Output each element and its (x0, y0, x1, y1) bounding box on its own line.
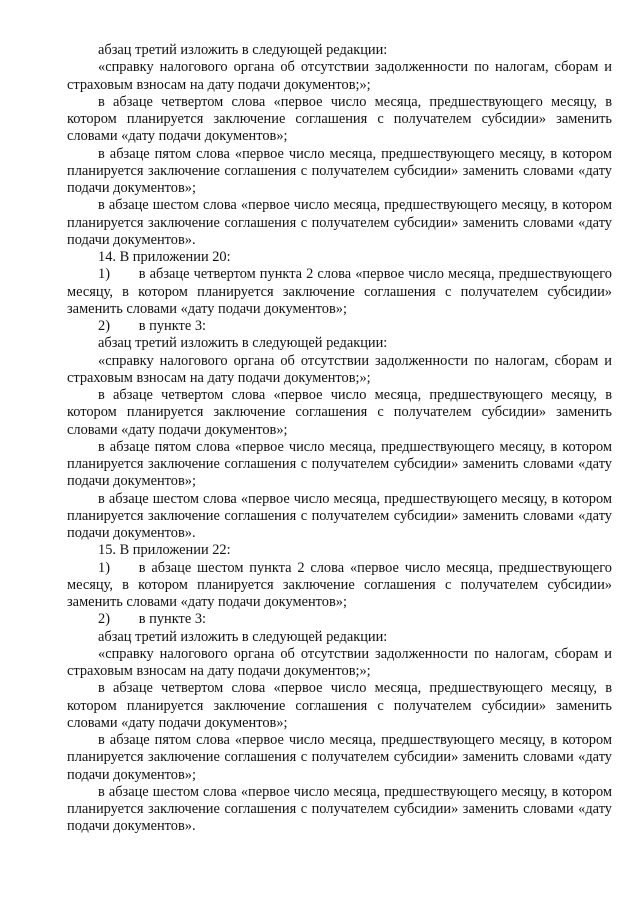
paragraph-20: в абзаце пятом слова «первое число месяца, предшествующего месяцу, в котором планируется заключение соглашения с получателем субсидии» заменить словами «дату подачи документов»; (67, 732, 612, 783)
paragraph-5: в абзаце шестом слова «первое число месяца, предшествующего месяцу, в котором планируется заключение соглашения с получателем субсидии» заменить словами «дату подачи документов». (67, 197, 612, 248)
section-heading-15: 15. В приложении 22: (98, 542, 231, 559)
paragraph-2: «справку налогового органа об отсутствии задолженности по налогам, сборам и страховым взносам на дату подачи документов;»; (67, 59, 612, 93)
list-item-14-2: 2) в пункте 3: (98, 318, 207, 334)
paragraph-12: в абзаце пятом слова «первое число месяца, предшествующего месяцу, в котором планируется заключение соглашения с получателем субсидии» заменить словами «дату подачи документов»; (67, 438, 612, 490)
paragraph-3: в абзаце четвертом слова «первое число месяца, предшествующего месяцу, в котором планируется заключение соглашения с получателем субсидии» заменить словами «дату подачи документов»; (67, 93, 612, 145)
paragraph-1: абзац третий изложить в следующей редакции: (98, 42, 388, 58)
paragraph-13: в абзаце шестом слова «первое число месяца, предшествующего месяцу, в котором планируется заключение соглашения с получателем субсидии» заменить словами «дату подачи документов». (67, 490, 612, 541)
paragraph-11: в абзаце четвертом слова «первое число месяца, предшествующего месяцу, в котором планируется заключение соглашения с получателем субсидии» заменить словами «дату подачи документов»; (67, 387, 612, 438)
paragraph-21: в абзаце шестом слова «первое число месяца, предшествующего месяцу, в котором планируется заключение соглашения с получателем субсидии» заменить словами «дату подачи документов». (67, 783, 612, 835)
paragraph-19: в абзаце четвертом слова «первое число месяца, предшествующего месяцу, в котором планируется заключение соглашения с получателем субсидии» заменить словами «дату подачи документов»; (67, 680, 612, 731)
list-item-15-1: 1) в абзаце шестом пункта 2 слова «первое число месяца, предшествующего месяцу, в котором планируется заключение соглашения с получателем субсидии» заменить словами «дату подачи документов»; (67, 559, 612, 610)
paragraph-4: в абзаце пятом слова «первое число месяца, предшествующего месяцу, в котором планируется заключение соглашения с получателем субсидии» заменить словами «дату подачи документов»; (67, 145, 612, 196)
paragraph-9: абзац третий изложить в следующей редакции: (98, 335, 388, 352)
paragraph-10: «справку налогового органа об отсутствии задолженности по налогам, сборам и страховым взносам на дату подачи документов;»; (67, 352, 612, 386)
paragraph-17: абзац третий изложить в следующей редакции: (98, 628, 388, 645)
section-heading-14: 14. В приложении 20: (98, 249, 231, 265)
paragraph-18: «справку налогового органа об отсутствии задолженности по налогам, сборам и страховым взносам на дату подачи документов;»; (67, 645, 612, 679)
list-item-14-1: 1) в абзаце четвертом пункта 2 слова «первое число месяца, предшествующего месяцу, в котором планируется заключение соглашения с получателем субсидии» заменить словами «дату подачи документов»; (67, 266, 612, 317)
list-item-15-2: 2) в пункте 3: (98, 611, 207, 628)
document-page (67, 42, 612, 836)
